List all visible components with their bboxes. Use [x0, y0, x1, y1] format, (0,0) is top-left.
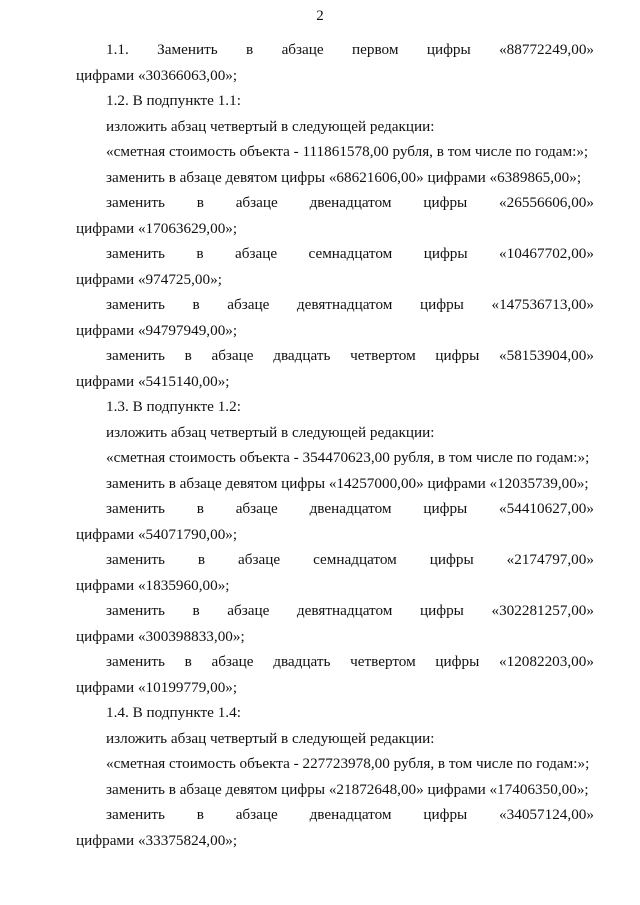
line-word: семнадцатом — [313, 551, 397, 568]
line-word: девятнадцатом — [296, 296, 393, 313]
document-line — [76, 496, 594, 522]
document-line: цифрами «5415140,00»; — [76, 372, 230, 390]
document-line: цифрами «94797949,00»; — [76, 321, 238, 339]
line-word: цифры — [423, 194, 468, 211]
document-line: «сметная стоимость объекта - 111861578,00 рубля, в том числе по годам:»; — [106, 143, 589, 160]
line-word: четвертом — [350, 347, 416, 364]
line-word: в — [246, 41, 254, 58]
line-word: цифры — [423, 245, 468, 262]
document-line — [76, 190, 594, 216]
line-word: абзаце — [238, 551, 281, 568]
line-word: заменить — [106, 653, 165, 670]
line-word: цифры — [419, 296, 464, 313]
document-line: изложить абзац четвертый в следующей редакции: — [106, 423, 435, 441]
line-word: абзаце — [211, 653, 254, 670]
line-word: абзаце — [235, 194, 278, 211]
line-word: в — [192, 602, 200, 619]
line-word: в — [196, 245, 204, 262]
line-word: цифры — [419, 602, 464, 619]
line-word: абзаце — [211, 347, 254, 364]
line-word: в — [196, 500, 204, 517]
line-word: в — [184, 347, 192, 364]
line-word: заменить — [106, 296, 165, 313]
document-line: цифрами «33375824,00»; — [76, 831, 238, 849]
line-word: 1.1. — [106, 41, 129, 58]
line-word: абзаце — [281, 41, 324, 58]
line-word: цифры — [435, 347, 480, 364]
line-word: абзаце — [227, 296, 270, 313]
line-word: двенадцатом — [309, 500, 392, 517]
document-line — [76, 241, 594, 267]
line-word: заменить — [106, 194, 165, 211]
line-word: четвертом — [350, 653, 416, 670]
document-line — [76, 802, 594, 828]
document-line — [76, 292, 594, 318]
line-word: «2174797,00» — [506, 551, 594, 568]
line-word: двадцать — [273, 653, 331, 670]
document-line — [76, 547, 594, 573]
line-word: заменить — [106, 602, 165, 619]
document-line — [76, 343, 594, 369]
document-line — [76, 37, 594, 63]
line-word: двадцать — [273, 347, 331, 364]
line-word: в — [197, 551, 206, 568]
line-word: цифры — [426, 41, 471, 58]
line-word: абзаце — [235, 245, 278, 262]
document-line: цифрами «1835960,00»; — [76, 576, 230, 594]
document-line: 1.2. В подпункте 1.1: — [106, 92, 241, 109]
document-line — [76, 649, 594, 675]
line-word: двенадцатом — [309, 194, 392, 211]
line-word: в — [192, 296, 200, 313]
document-body — [76, 37, 594, 853]
line-word: заменить — [106, 500, 165, 517]
line-word: девятнадцатом — [296, 602, 393, 619]
line-word: цифры — [429, 551, 474, 568]
line-word: абзаце — [227, 602, 270, 619]
line-word: двенадцатом — [309, 806, 392, 823]
document-line: цифрами «10199779,00»; — [76, 678, 238, 696]
document-line: заменить в абзаце девятом цифры «68621606,00» цифрами «6389865,00»; — [106, 168, 582, 186]
line-word: «54410627,00» — [499, 500, 594, 517]
line-word: «10467702,00» — [499, 245, 594, 262]
document-line: изложить абзац четвертый в следующей редакции: — [106, 729, 435, 747]
line-word: заменить — [106, 347, 165, 364]
line-word: «34057124,00» — [499, 806, 594, 823]
line-word: семнадцатом — [308, 245, 393, 262]
document-line: заменить в абзаце девятом цифры «14257000,00» цифрами «12035739,00»; — [106, 474, 589, 492]
document-line: 1.3. В подпункте 1.2: — [106, 398, 241, 415]
document-line: «сметная стоимость объекта - 227723978,00 рубля, в том числе по годам:»; — [106, 755, 590, 772]
line-word: в — [196, 194, 204, 211]
line-word: «26556606,00» — [499, 194, 594, 211]
document-line: изложить абзац четвертый в следующей редакции: — [106, 117, 435, 135]
line-word: цифры — [423, 806, 468, 823]
line-word: цифры — [423, 500, 468, 517]
line-word: «147536713,00» — [491, 296, 594, 313]
document-line — [76, 598, 594, 624]
line-word: «12082203,00» — [499, 653, 594, 670]
line-word: Заменить — [157, 41, 218, 58]
line-word: «58153904,00» — [499, 347, 594, 364]
document-line: цифрами «30366063,00»; — [76, 66, 238, 84]
line-word: первом — [352, 41, 399, 58]
document-line: цифрами «974725,00»; — [76, 270, 222, 288]
line-word: абзаце — [235, 806, 278, 823]
document-line: цифрами «300398833,00»; — [76, 627, 245, 645]
document-line: «сметная стоимость объекта - 354470623,00 рубля, в том числе по годам:»; — [106, 449, 590, 466]
document-line: 1.4. В подпункте 1.4: — [106, 704, 241, 721]
line-word: «88772249,00» — [499, 41, 594, 58]
line-word: цифры — [435, 653, 480, 670]
line-word: абзаце — [235, 500, 278, 517]
line-word: заменить — [106, 245, 165, 262]
line-word: «302281257,00» — [491, 602, 594, 619]
line-word: заменить — [106, 806, 165, 823]
document-line: заменить в абзаце девятом цифры «21872648,00» цифрами «17406350,00»; — [106, 780, 589, 798]
line-word: в — [184, 653, 192, 670]
document-line: цифрами «17063629,00»; — [76, 219, 238, 237]
line-word: заменить — [106, 551, 165, 568]
page-number: 2 — [316, 8, 324, 24]
document-line: цифрами «54071790,00»; — [76, 525, 238, 543]
line-word: в — [196, 806, 204, 823]
